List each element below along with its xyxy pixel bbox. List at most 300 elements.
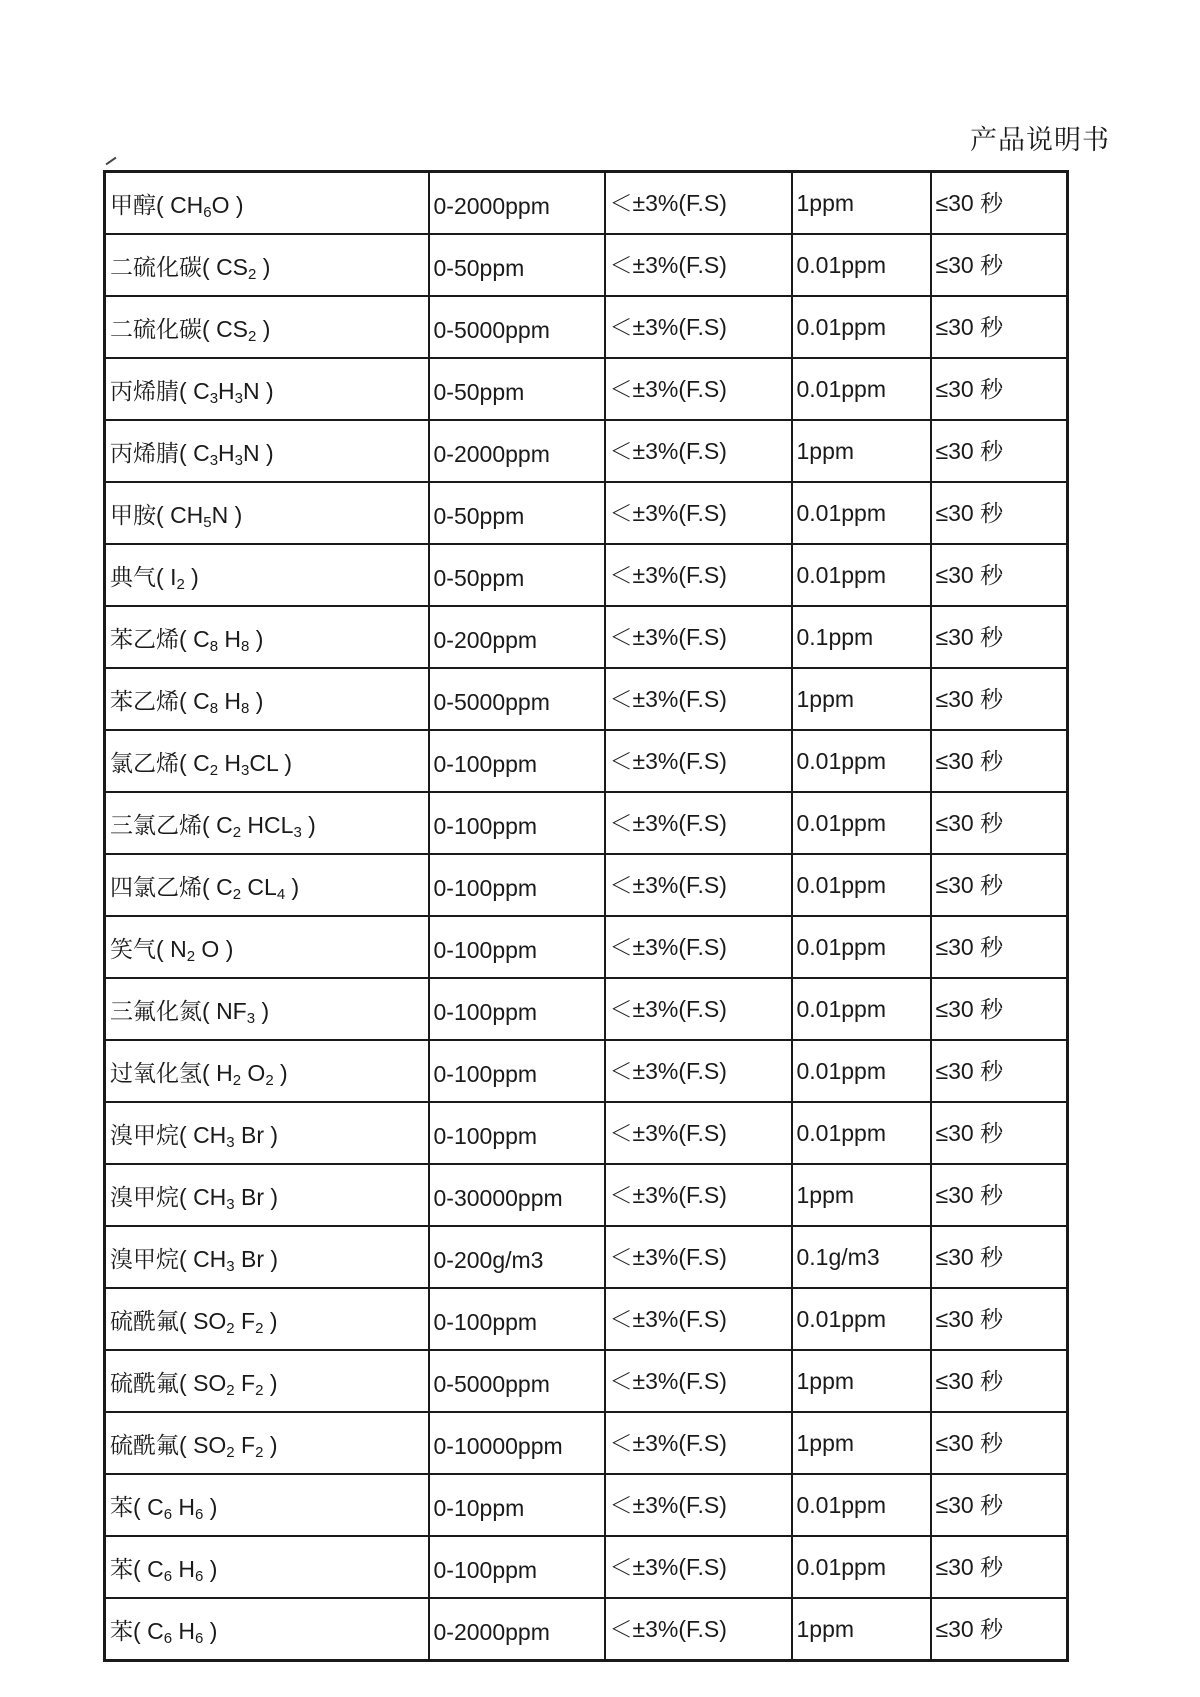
gas-cell	[105, 668, 429, 730]
gas-name: 典气	[110, 563, 156, 590]
formula-paren-close: )	[203, 1617, 218, 1644]
formula-text: F	[234, 1431, 256, 1458]
gas-name: 三氯乙烯	[110, 811, 202, 838]
accuracy-cell: ＜±3%(F.S)	[605, 854, 792, 916]
formula-text: C	[147, 1493, 164, 1520]
formula-text: CS	[216, 315, 249, 342]
formula-subscript: 4	[276, 885, 286, 903]
formula-text: H	[218, 625, 242, 652]
gas-name: 苯	[110, 1493, 133, 1520]
gas-cell	[105, 1350, 429, 1412]
resolution-cell: 0.01ppm	[792, 792, 931, 854]
response-time-cell: ≤30 秒	[931, 1040, 1068, 1102]
range-cell: 0-10000ppm	[429, 1412, 605, 1474]
accuracy-cell: ＜±3%(F.S)	[605, 1536, 792, 1598]
range-cell: 0-2000ppm	[429, 1598, 605, 1661]
formula-subscript: 3	[246, 1009, 256, 1027]
formula-paren-close: )	[184, 563, 199, 590]
formula-text: H	[218, 377, 235, 404]
formula-subscript: 5	[203, 513, 212, 531]
table-row	[105, 482, 1068, 544]
formula-subscript: 6	[195, 1567, 204, 1585]
formula-text: F	[234, 1369, 256, 1396]
gas-name: 硫酰氟	[110, 1369, 179, 1396]
formula-subscript: 3	[209, 451, 219, 469]
gas-cell	[105, 1598, 429, 1661]
response-time-cell: ≤30 秒	[931, 358, 1068, 420]
range-cell: 0-100ppm	[429, 1288, 605, 1350]
resolution-cell: 0.01ppm	[792, 482, 931, 544]
formula-subscript: 8	[241, 637, 250, 655]
formula-paren-open: (	[179, 377, 194, 404]
gas-cell	[105, 482, 429, 544]
gas-cell	[105, 1536, 429, 1598]
table-row	[105, 1536, 1068, 1598]
gas-cell	[105, 234, 429, 296]
formula-text: Br	[234, 1183, 265, 1210]
response-time-cell: ≤30 秒	[931, 854, 1068, 916]
resolution-cell: 0.01ppm	[792, 978, 931, 1040]
resolution-cell: 1ppm	[792, 1598, 931, 1661]
table-row	[105, 172, 1068, 235]
formula-paren-close: )	[277, 749, 292, 776]
range-cell: 0-200ppm	[429, 606, 605, 668]
accuracy-cell: ＜±3%(F.S)	[605, 1350, 792, 1412]
response-time-cell: ≤30 秒	[931, 544, 1068, 606]
formula-paren-open: (	[179, 1183, 194, 1210]
formula-text: C	[147, 1555, 164, 1582]
formula-paren-open: (	[156, 935, 171, 962]
response-time-cell: ≤30 秒	[931, 1598, 1068, 1661]
formula-subscript: 2	[248, 265, 257, 283]
accuracy-cell: ＜±3%(F.S)	[605, 1474, 792, 1536]
range-cell: 0-100ppm	[429, 1102, 605, 1164]
gas-name: 丙烯腈	[110, 439, 179, 466]
gas-name: 三氟化氮	[110, 997, 202, 1024]
gas-name: 二硫化碳	[110, 253, 202, 280]
formula-text: O	[241, 1059, 266, 1086]
accuracy-cell: ＜±3%(F.S)	[605, 1102, 792, 1164]
formula-text: Br	[234, 1245, 265, 1272]
range-cell: 0-50ppm	[429, 234, 605, 296]
formula-paren-open: (	[202, 253, 217, 280]
formula-subscript: 3	[226, 1257, 235, 1275]
formula-subscript: 8	[209, 699, 219, 717]
gas-name: 笑气	[110, 935, 156, 962]
table-row	[105, 296, 1068, 358]
response-time-cell: ≤30 秒	[931, 234, 1068, 296]
formula-subscript: 2	[232, 1071, 242, 1089]
formula-text: SO	[193, 1369, 227, 1396]
formula-subscript: 3	[234, 389, 243, 407]
formula-paren-close: )	[256, 315, 271, 342]
formula-paren-close: )	[203, 1555, 218, 1582]
formula-paren-close: )	[285, 873, 300, 900]
page-title: 产品说明书	[970, 125, 1110, 156]
table-row	[105, 792, 1068, 854]
resolution-cell: 0.01ppm	[792, 1536, 931, 1598]
resolution-cell: 1ppm	[792, 1164, 931, 1226]
response-time-cell: ≤30 秒	[931, 668, 1068, 730]
gas-name: 溴甲烷	[110, 1245, 179, 1272]
formula-subscript: 2	[209, 761, 219, 779]
table-row	[105, 1598, 1068, 1661]
formula-subscript: 2	[255, 1443, 264, 1461]
gas-name: 苯乙烯	[110, 687, 179, 714]
formula-paren-open: (	[202, 315, 217, 342]
formula-paren-close: )	[263, 1431, 278, 1458]
resolution-cell: 0.01ppm	[792, 1040, 931, 1102]
range-cell: 0-5000ppm	[429, 296, 605, 358]
gas-spec-table	[103, 170, 1069, 1662]
gas-name: 苯	[110, 1555, 133, 1582]
response-time-cell: ≤30 秒	[931, 978, 1068, 1040]
resolution-cell: 0.01ppm	[792, 296, 931, 358]
formula-paren-close: )	[255, 997, 270, 1024]
formula-paren-open: (	[179, 1369, 194, 1396]
accuracy-cell: ＜±3%(F.S)	[605, 1226, 792, 1288]
formula-text: SO	[193, 1307, 227, 1334]
formula-paren-open: (	[133, 1493, 148, 1520]
formula-text: C	[147, 1617, 164, 1644]
formula-paren-close: )	[203, 1493, 218, 1520]
table-row	[105, 544, 1068, 606]
formula-paren-close: )	[256, 253, 271, 280]
formula-paren-open: (	[202, 997, 217, 1024]
formula-text: F	[234, 1307, 256, 1334]
formula-paren-open: (	[156, 501, 171, 528]
response-time-cell: ≤30 秒	[931, 1288, 1068, 1350]
accuracy-cell: ＜±3%(F.S)	[605, 1164, 792, 1226]
formula-paren-open: (	[179, 749, 194, 776]
formula-text: HCL	[241, 811, 294, 838]
table-row	[105, 854, 1068, 916]
formula-paren-open: (	[133, 1617, 148, 1644]
formula-paren-close: )	[301, 811, 316, 838]
resolution-cell: 1ppm	[792, 1412, 931, 1474]
gas-cell	[105, 296, 429, 358]
formula-text: N	[211, 501, 229, 528]
response-time-cell: ≤30 秒	[931, 1226, 1068, 1288]
formula-subscript: 2	[226, 1319, 235, 1337]
gas-name: 四氯乙烯	[110, 873, 202, 900]
table-row	[105, 606, 1068, 668]
formula-text: N	[170, 935, 187, 962]
gas-cell	[105, 1040, 429, 1102]
formula-subscript: 2	[226, 1443, 235, 1461]
accuracy-cell: ＜±3%(F.S)	[605, 420, 792, 482]
table-row	[105, 1412, 1068, 1474]
range-cell: 0-100ppm	[429, 792, 605, 854]
formula-paren-open: (	[202, 1059, 217, 1086]
gas-name: 溴甲烷	[110, 1121, 179, 1148]
formula-subscript: 2	[265, 1071, 274, 1089]
gas-name: 溴甲烷	[110, 1183, 179, 1210]
formula-subscript: 6	[163, 1505, 173, 1523]
response-time-cell: ≤30 秒	[931, 482, 1068, 544]
formula-text: H	[172, 1555, 196, 1582]
formula-subscript: 6	[195, 1505, 204, 1523]
formula-text: C	[193, 439, 210, 466]
formula-text: H	[216, 1059, 233, 1086]
gas-spec-table-body	[105, 172, 1068, 1661]
table-row	[105, 978, 1068, 1040]
formula-paren-open: (	[179, 1431, 194, 1458]
formula-paren-open: (	[133, 1555, 148, 1582]
formula-paren-close: )	[263, 1369, 278, 1396]
formula-text: N	[243, 377, 260, 404]
response-time-cell: ≤30 秒	[931, 172, 1068, 235]
resolution-cell: 0.01ppm	[792, 854, 931, 916]
formula-subscript: 3	[209, 389, 219, 407]
gas-name: 苯	[110, 1617, 133, 1644]
formula-paren-open: (	[202, 811, 217, 838]
gas-cell	[105, 730, 429, 792]
formula-subscript: 3	[226, 1133, 235, 1151]
accuracy-cell: ＜±3%(F.S)	[605, 916, 792, 978]
table-row	[105, 730, 1068, 792]
table-row	[105, 1350, 1068, 1412]
accuracy-cell: ＜±3%(F.S)	[605, 1598, 792, 1661]
gas-cell	[105, 792, 429, 854]
formula-subscript: 2	[255, 1319, 264, 1337]
formula-paren-close: )	[273, 1059, 288, 1086]
range-cell: 0-200g/m3	[429, 1226, 605, 1288]
formula-paren-close: )	[264, 1245, 279, 1272]
response-time-cell: ≤30 秒	[931, 792, 1068, 854]
gas-cell	[105, 1164, 429, 1226]
response-time-cell: ≤30 秒	[931, 916, 1068, 978]
range-cell: 0-100ppm	[429, 730, 605, 792]
formula-text: CL	[249, 749, 278, 776]
accuracy-cell: ＜±3%(F.S)	[605, 1412, 792, 1474]
range-cell: 0-50ppm	[429, 358, 605, 420]
response-time-cell: ≤30 秒	[931, 296, 1068, 358]
formula-subscript: 3	[226, 1195, 235, 1213]
gas-name: 甲胺	[110, 501, 156, 528]
accuracy-cell: ＜±3%(F.S)	[605, 296, 792, 358]
table-row	[105, 358, 1068, 420]
formula-subscript: 3	[293, 823, 302, 841]
range-cell: 0-5000ppm	[429, 1350, 605, 1412]
accuracy-cell: ＜±3%(F.S)	[605, 172, 792, 235]
gas-cell	[105, 172, 429, 235]
formula-text: I	[170, 563, 177, 590]
formula-paren-open: (	[156, 191, 171, 218]
table-row	[105, 1102, 1068, 1164]
formula-subscript: 2	[226, 1381, 235, 1399]
resolution-cell: 0.01ppm	[792, 1102, 931, 1164]
range-cell: 0-100ppm	[429, 1536, 605, 1598]
gas-cell	[105, 1474, 429, 1536]
resolution-cell: 1ppm	[792, 1350, 931, 1412]
formula-text: C	[193, 377, 210, 404]
gas-cell	[105, 1102, 429, 1164]
formula-text: C	[216, 873, 233, 900]
response-time-cell: ≤30 秒	[931, 730, 1068, 792]
resolution-cell: 0.01ppm	[792, 730, 931, 792]
response-time-cell: ≤30 秒	[931, 1536, 1068, 1598]
formula-paren-open: (	[179, 625, 194, 652]
formula-paren-open: (	[179, 1307, 194, 1334]
formula-text: N	[243, 439, 260, 466]
resolution-cell: 0.01ppm	[792, 544, 931, 606]
resolution-cell: 1ppm	[792, 420, 931, 482]
gas-name: 硫酰氟	[110, 1307, 179, 1334]
response-time-cell: ≤30 秒	[931, 1350, 1068, 1412]
gas-cell	[105, 420, 429, 482]
table-row	[105, 1164, 1068, 1226]
gas-cell	[105, 1288, 429, 1350]
formula-text: NF	[216, 997, 247, 1024]
formula-subscript: 6	[195, 1629, 204, 1647]
formula-subscript: 2	[232, 885, 242, 903]
formula-subscript: 8	[241, 699, 250, 717]
accuracy-cell: ＜±3%(F.S)	[605, 978, 792, 1040]
formula-paren-open: (	[179, 439, 194, 466]
formula-paren-open: (	[179, 1245, 194, 1272]
gas-cell	[105, 1226, 429, 1288]
accuracy-cell: ＜±3%(F.S)	[605, 1288, 792, 1350]
table-row	[105, 234, 1068, 296]
table-row	[105, 668, 1068, 730]
range-cell: 0-30000ppm	[429, 1164, 605, 1226]
formula-paren-close: )	[229, 191, 244, 218]
gas-name: 丙烯腈	[110, 377, 179, 404]
formula-paren-close: )	[249, 625, 264, 652]
formula-text: CH	[193, 1183, 227, 1210]
formula-paren-close: )	[249, 687, 264, 714]
table-row	[105, 916, 1068, 978]
formula-text: H	[172, 1617, 196, 1644]
gas-name: 二硫化碳	[110, 315, 202, 342]
formula-subscript: 6	[203, 203, 212, 221]
resolution-cell: 1ppm	[792, 668, 931, 730]
formula-text: C	[193, 749, 210, 776]
formula-text: SO	[193, 1431, 227, 1458]
gas-cell	[105, 358, 429, 420]
response-time-cell: ≤30 秒	[931, 606, 1068, 668]
formula-text: O	[195, 935, 220, 962]
formula-text: CH	[193, 1121, 227, 1148]
gas-cell	[105, 978, 429, 1040]
formula-subscript: 2	[248, 327, 257, 345]
formula-paren-close: )	[228, 501, 243, 528]
formula-text: CS	[216, 253, 249, 280]
range-cell: 0-100ppm	[429, 978, 605, 1040]
formula-text: H	[172, 1493, 196, 1520]
accuracy-cell: ＜±3%(F.S)	[605, 358, 792, 420]
range-cell: 0-100ppm	[429, 916, 605, 978]
range-cell: 0-2000ppm	[429, 420, 605, 482]
accuracy-cell: ＜±3%(F.S)	[605, 1040, 792, 1102]
range-cell: 0-2000ppm	[429, 172, 605, 235]
formula-paren-close: )	[219, 935, 234, 962]
formula-paren-close: )	[263, 1307, 278, 1334]
accuracy-cell: ＜±3%(F.S)	[605, 482, 792, 544]
formula-text: H	[218, 749, 242, 776]
table-row	[105, 420, 1068, 482]
gas-name: 苯乙烯	[110, 625, 179, 652]
gas-cell	[105, 1412, 429, 1474]
range-cell: 0-50ppm	[429, 544, 605, 606]
formula-subscript: 6	[163, 1629, 173, 1647]
resolution-cell: 0.01ppm	[792, 1288, 931, 1350]
gas-cell	[105, 606, 429, 668]
formula-text: O	[211, 191, 230, 218]
table-row	[105, 1040, 1068, 1102]
response-time-cell: ≤30 秒	[931, 1164, 1068, 1226]
resolution-cell: 0.01ppm	[792, 358, 931, 420]
gas-cell	[105, 544, 429, 606]
table-row	[105, 1288, 1068, 1350]
range-cell: 0-100ppm	[429, 854, 605, 916]
formula-text: CL	[241, 873, 277, 900]
formula-subscript: 3	[234, 451, 243, 469]
formula-paren-close: )	[259, 439, 274, 466]
formula-paren-close: )	[264, 1183, 279, 1210]
formula-text: C	[216, 811, 233, 838]
formula-text: Br	[234, 1121, 265, 1148]
gas-name: 氯乙烯	[110, 749, 179, 776]
accuracy-cell: ＜±3%(F.S)	[605, 792, 792, 854]
response-time-cell: ≤30 秒	[931, 1474, 1068, 1536]
formula-text: H	[218, 687, 242, 714]
formula-paren-close: )	[259, 377, 274, 404]
formula-subscript: 2	[186, 947, 196, 965]
gas-cell	[105, 854, 429, 916]
formula-paren-open: (	[179, 687, 194, 714]
accuracy-cell: ＜±3%(F.S)	[605, 606, 792, 668]
formula-subscript: 2	[232, 823, 242, 841]
formula-text: CH	[170, 501, 204, 528]
formula-text: CH	[170, 191, 204, 218]
resolution-cell: 0.01ppm	[792, 234, 931, 296]
formula-text: C	[193, 687, 210, 714]
formula-text: H	[218, 439, 235, 466]
formula-subscript: 8	[209, 637, 219, 655]
accuracy-cell: ＜±3%(F.S)	[605, 544, 792, 606]
formula-subscript: 6	[163, 1567, 173, 1585]
range-cell: 0-10ppm	[429, 1474, 605, 1536]
table-row	[105, 1226, 1068, 1288]
gas-name: 过氧化氢	[110, 1059, 202, 1086]
resolution-cell: 0.01ppm	[792, 916, 931, 978]
gas-name: 甲醇	[110, 191, 156, 218]
response-time-cell: ≤30 秒	[931, 1102, 1068, 1164]
formula-subscript: 3	[241, 761, 250, 779]
formula-text: CH	[193, 1245, 227, 1272]
formula-text: C	[193, 625, 210, 652]
response-time-cell: ≤30 秒	[931, 1412, 1068, 1474]
range-cell: 0-100ppm	[429, 1040, 605, 1102]
range-cell: 0-50ppm	[429, 482, 605, 544]
formula-paren-open: (	[179, 1121, 194, 1148]
resolution-cell: 1ppm	[792, 172, 931, 235]
accuracy-cell: ＜±3%(F.S)	[605, 668, 792, 730]
accuracy-cell: ＜±3%(F.S)	[605, 730, 792, 792]
gas-name: 硫酰氟	[110, 1431, 179, 1458]
table-row	[105, 1474, 1068, 1536]
formula-subscript: 2	[176, 575, 185, 593]
accuracy-cell: ＜±3%(F.S)	[605, 234, 792, 296]
gas-cell	[105, 916, 429, 978]
response-time-cell: ≤30 秒	[931, 420, 1068, 482]
formula-paren-open: (	[202, 873, 217, 900]
pen-mark	[106, 157, 117, 166]
resolution-cell: 0.1g/m3	[792, 1226, 931, 1288]
formula-paren-open: (	[156, 563, 171, 590]
